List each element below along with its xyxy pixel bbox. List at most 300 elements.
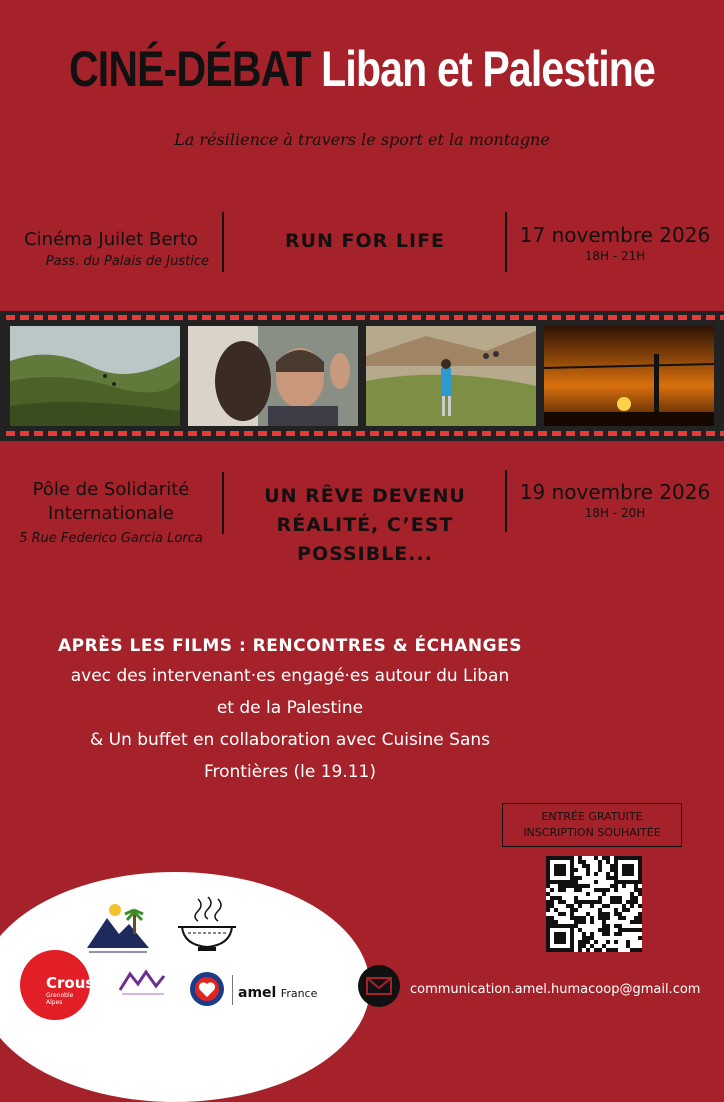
film-perforation	[258, 431, 267, 436]
film-perforation	[720, 431, 724, 436]
venue-2-name-line2: Internationale	[48, 503, 174, 524]
qr-module	[546, 932, 550, 936]
qr-module	[570, 884, 574, 888]
qr-module	[570, 928, 574, 932]
qr-module	[574, 868, 578, 872]
film-perforation	[412, 315, 421, 320]
qr-module	[578, 884, 582, 888]
qr-module	[602, 932, 606, 936]
film-perforations-bottom	[0, 429, 724, 439]
qr-module	[614, 940, 618, 944]
film-perforation	[230, 315, 239, 320]
qr-module	[602, 892, 606, 896]
qr-module	[638, 872, 642, 876]
qr-module	[546, 868, 550, 872]
qr-module	[570, 904, 574, 908]
film-perforation	[356, 315, 365, 320]
mail-icon	[358, 965, 400, 1007]
qr-module	[594, 900, 598, 904]
qr-module	[638, 888, 642, 892]
qr-module	[622, 916, 626, 920]
entry-line-2: INSCRIPTION SOUHAITÉE	[523, 826, 661, 839]
qr-module	[570, 864, 574, 868]
after-line-4: Frontières (le 19.11)	[203, 762, 377, 782]
qr-module	[634, 900, 638, 904]
qr-module	[562, 932, 566, 936]
qr-module	[558, 884, 562, 888]
qr-module	[562, 880, 566, 884]
film-perforation	[580, 315, 589, 320]
qr-module	[594, 872, 598, 876]
qr-module	[546, 936, 550, 940]
subtitle: La résilience à travers le sport et la montagne	[174, 130, 550, 149]
crous-sub-1: Grenoble	[46, 992, 74, 999]
qr-module	[554, 920, 558, 924]
qr-module	[550, 904, 554, 908]
qr-module	[638, 916, 642, 920]
film-perforation	[552, 431, 561, 436]
qr-module	[578, 860, 582, 864]
qr-module	[554, 880, 558, 884]
venue-1-name: Cinéma Juilet Berto	[24, 229, 198, 250]
qr-code-pattern	[546, 856, 642, 952]
qr-module	[590, 920, 594, 924]
qr-module	[638, 912, 642, 916]
qr-module	[570, 940, 574, 944]
qr-module	[558, 888, 562, 892]
qr-module	[634, 948, 638, 952]
film-perforation	[258, 315, 267, 320]
qr-module	[618, 912, 622, 916]
qr-module	[590, 900, 594, 904]
qr-module	[614, 856, 618, 860]
qr-module	[614, 948, 618, 952]
film-perforation	[356, 431, 365, 436]
qr-module	[562, 936, 566, 940]
qr-module	[602, 888, 606, 892]
after-line-3: & Un buffet en collaboration avec Cuisine Sans	[89, 730, 490, 750]
qr-module	[626, 880, 630, 884]
qr-module	[614, 908, 618, 912]
film-perforation	[426, 315, 435, 320]
qr-module	[574, 876, 578, 880]
qr-module	[546, 884, 550, 888]
qr-module	[582, 916, 586, 920]
qr-module	[546, 940, 550, 944]
film-2-title	[225, 482, 505, 569]
qr-module	[598, 916, 602, 920]
title-light: Liban et Palestine	[321, 41, 656, 97]
qr-module	[626, 868, 630, 872]
amel-logo-text	[238, 985, 317, 1001]
film-perforation	[594, 315, 603, 320]
qr-module	[598, 900, 602, 904]
qr-module	[638, 920, 642, 924]
qr-module	[614, 932, 618, 936]
qr-module	[598, 948, 602, 952]
film-perforation	[678, 315, 687, 320]
qr-module	[554, 864, 558, 868]
venue-2-address: 5 Rue Federico Garcia Lorca	[19, 531, 203, 546]
film-perforation	[90, 431, 99, 436]
qr-module	[630, 904, 634, 908]
film-1-title: RUN FOR LIFE	[284, 230, 446, 252]
film-2-title-line2: RÉALITÉ, C’EST	[276, 514, 454, 536]
qr-module	[550, 924, 554, 928]
qr-module	[554, 856, 558, 860]
qr-module	[602, 916, 606, 920]
qr-module	[626, 872, 630, 876]
qr-module	[554, 908, 558, 912]
qr-module	[618, 916, 622, 920]
film-perforation	[34, 315, 43, 320]
qr-module	[610, 864, 614, 868]
film-perforation	[132, 315, 141, 320]
qr-module	[630, 896, 634, 900]
qr-module	[602, 944, 606, 948]
qr-module	[638, 864, 642, 868]
qr-module	[638, 904, 642, 908]
qr-module	[614, 900, 618, 904]
film-perforation	[76, 431, 85, 436]
film-perforation	[160, 315, 169, 320]
film-perforation	[496, 315, 505, 320]
qr-module	[630, 872, 634, 876]
film-perforation	[440, 431, 449, 436]
qr-module	[558, 856, 562, 860]
qr-module	[570, 860, 574, 864]
qr-module	[594, 940, 598, 944]
qr-module	[550, 900, 554, 904]
qr-module	[614, 864, 618, 868]
qr-module	[598, 908, 602, 912]
contact-email[interactable]: communication.amel.humacoop@gmail.com	[410, 982, 701, 997]
qr-module	[630, 864, 634, 868]
qr-module	[618, 896, 622, 900]
mountain-hiker-logo	[85, 900, 151, 956]
qr-module	[630, 856, 634, 860]
screening-1-hours: 18H - 21H	[584, 249, 646, 263]
qr-module	[578, 948, 582, 952]
qr-module	[610, 884, 614, 888]
film-perforation	[202, 431, 211, 436]
qr-module	[562, 864, 566, 868]
qr-module	[558, 900, 562, 904]
qr-module	[614, 860, 618, 864]
divider	[232, 975, 233, 1005]
film-perforation	[440, 315, 449, 320]
qr-module	[550, 920, 554, 924]
film-perforation	[160, 431, 169, 436]
page-title	[65, 40, 659, 98]
divider	[505, 212, 507, 272]
after-line-1: avec des intervenant·es engagé·es autour du Liban	[70, 666, 510, 686]
qr-module	[626, 928, 630, 932]
qr-module	[618, 924, 622, 928]
qr-module	[590, 916, 594, 920]
qr-module	[578, 904, 582, 908]
film-perforation	[300, 431, 309, 436]
qr-module	[590, 944, 594, 948]
entry-line-1: ENTRÉE GRATUITE	[541, 810, 643, 823]
qr-module	[610, 896, 614, 900]
qr-module	[562, 924, 566, 928]
qr-module	[622, 868, 626, 872]
film-perforation	[48, 315, 57, 320]
qr-module	[570, 872, 574, 876]
film-perforation	[286, 431, 295, 436]
qr-module	[570, 944, 574, 948]
crous-sub	[46, 992, 73, 1006]
qr-module	[578, 876, 582, 880]
qr-module	[606, 928, 610, 932]
qr-module	[586, 912, 590, 916]
qr-module	[570, 932, 574, 936]
qr-module	[562, 948, 566, 952]
qr-module	[546, 872, 550, 876]
qr-module	[554, 940, 558, 944]
qr-module	[618, 900, 622, 904]
film-perforation	[454, 315, 463, 320]
qr-module	[558, 912, 562, 916]
screening-1-day: 17 novembre 2026	[519, 223, 711, 247]
film-perforation	[216, 431, 225, 436]
film-perforation	[650, 431, 659, 436]
qr-module	[582, 932, 586, 936]
film-perforation	[678, 431, 687, 436]
qr-module	[546, 900, 550, 904]
film-perforation	[286, 315, 295, 320]
film-still-sunset	[544, 326, 714, 426]
after-title: APRÈS LES FILMS : RENCONTRES & ÉCHANGES	[58, 636, 522, 656]
film-perforation	[692, 431, 701, 436]
film-perforation	[622, 431, 631, 436]
qr-module	[606, 888, 610, 892]
qr-module	[574, 916, 578, 920]
qr-module	[614, 924, 618, 928]
qr-module	[546, 856, 550, 860]
qr-module	[606, 932, 610, 936]
film-strip	[0, 311, 724, 441]
film-2-title-line1: UN RÊVE DEVENU	[264, 485, 466, 507]
qr-module	[574, 880, 578, 884]
qr-module	[582, 920, 586, 924]
film-perforation	[482, 315, 491, 320]
qr-module	[626, 900, 630, 904]
film-perforation	[314, 431, 323, 436]
divider	[505, 470, 507, 532]
qr-module	[606, 916, 610, 920]
film-perforation	[720, 315, 724, 320]
qr-module	[550, 896, 554, 900]
qr-module	[594, 888, 598, 892]
qr-module	[570, 936, 574, 940]
qr-module	[606, 948, 610, 952]
qr-module	[570, 868, 574, 872]
qr-module	[610, 876, 614, 880]
crous-name: Crous	[46, 974, 95, 992]
film-perforation	[174, 315, 183, 320]
film-perforation	[552, 315, 561, 320]
qr-module	[578, 916, 582, 920]
qr-module	[578, 856, 582, 860]
qr-module	[606, 904, 610, 908]
film-perforation	[342, 431, 351, 436]
cooking-pot-logo	[176, 895, 238, 957]
qr-module	[558, 936, 562, 940]
venue-1	[0, 228, 222, 272]
qr-module	[594, 856, 598, 860]
qr-module	[554, 924, 558, 928]
qr-module	[638, 892, 642, 896]
film-perforation	[706, 315, 715, 320]
qr-module	[546, 892, 550, 896]
qr-module	[614, 912, 618, 916]
qr-module	[594, 880, 598, 884]
qr-module	[630, 880, 634, 884]
qr-module	[586, 868, 590, 872]
amel-name: amel	[238, 985, 277, 1001]
qr-module	[558, 868, 562, 872]
qr-module	[582, 940, 586, 944]
qr-module	[590, 936, 594, 940]
film-perforation	[524, 431, 533, 436]
qr-module	[586, 940, 590, 944]
qr-module	[582, 900, 586, 904]
qr-module	[630, 928, 634, 932]
qr-module	[614, 888, 618, 892]
film-perforation	[328, 315, 337, 320]
qr-module	[602, 912, 606, 916]
film-perforation	[454, 431, 463, 436]
qr-module	[638, 928, 642, 932]
film-perforation	[244, 431, 253, 436]
screening-2-day: 19 novembre 2026	[519, 480, 711, 504]
qr-module	[558, 880, 562, 884]
film-still-faces	[188, 326, 358, 426]
qr-module	[558, 948, 562, 952]
screening-2-date	[510, 479, 720, 521]
qr-module	[634, 880, 638, 884]
after-line-2: et de la Palestine	[216, 698, 364, 718]
film-perforation	[342, 315, 351, 320]
film-perforation	[62, 431, 71, 436]
qr-module	[622, 884, 626, 888]
film-perforation	[566, 431, 575, 436]
qr-module	[574, 888, 578, 892]
qr-module	[570, 856, 574, 860]
qr-module	[586, 948, 590, 952]
film-perforation	[664, 431, 673, 436]
qr-module	[566, 884, 570, 888]
qr-module	[582, 864, 586, 868]
qr-module	[558, 940, 562, 944]
film-perforation	[426, 431, 435, 436]
film-perforation	[664, 315, 673, 320]
qr-module	[578, 944, 582, 948]
film-perforation	[398, 315, 407, 320]
venue-1-address: Pass. du Palais de Justice	[45, 254, 209, 269]
qr-module	[610, 900, 614, 904]
entry-box	[502, 803, 682, 847]
film-perforation	[510, 431, 519, 436]
qr-module	[606, 872, 610, 876]
qr-module	[614, 872, 618, 876]
qr-module	[578, 900, 582, 904]
qr-module	[546, 860, 550, 864]
qr-module	[634, 896, 638, 900]
qr-module	[626, 856, 630, 860]
film-perforation	[118, 431, 127, 436]
qr-module	[554, 868, 558, 872]
qr-module	[598, 888, 602, 892]
screening-1-date	[510, 222, 720, 264]
qr-module	[546, 880, 550, 884]
qr-module	[562, 872, 566, 876]
qr-module	[626, 864, 630, 868]
qr-module	[574, 920, 578, 924]
film-perforation	[174, 431, 183, 436]
qr-module	[630, 868, 634, 872]
qr-module	[602, 924, 606, 928]
divider	[222, 212, 224, 272]
film-perforation	[636, 315, 645, 320]
qr-module	[602, 904, 606, 908]
film-perforation	[118, 315, 127, 320]
qr-module	[638, 880, 642, 884]
qr-module	[606, 860, 610, 864]
qr-module	[606, 924, 610, 928]
qr-module	[618, 856, 622, 860]
film-perforation	[496, 431, 505, 436]
qr-module	[614, 880, 618, 884]
qr-module	[622, 928, 626, 932]
qr-module	[598, 896, 602, 900]
divider	[222, 472, 224, 534]
qr-module	[638, 936, 642, 940]
qr-module	[558, 924, 562, 928]
qr-module	[566, 948, 570, 952]
film-perforation	[384, 431, 393, 436]
film-perforation	[692, 315, 701, 320]
film-perforation	[608, 315, 617, 320]
qr-module	[614, 868, 618, 872]
qr-module	[582, 884, 586, 888]
film-perforation	[300, 315, 309, 320]
qr-module	[546, 908, 550, 912]
qr-module	[614, 896, 618, 900]
film-perforation	[104, 315, 113, 320]
qr-module	[606, 876, 610, 880]
film-perforation	[398, 431, 407, 436]
film-perforation	[62, 315, 71, 320]
qr-module	[606, 856, 610, 860]
film-perforation	[272, 431, 281, 436]
qr-module	[602, 856, 606, 860]
qr-module	[566, 856, 570, 860]
film-perforation	[202, 315, 211, 320]
crous-logo	[20, 950, 95, 1020]
film-perforation	[482, 431, 491, 436]
qr-code[interactable]	[546, 856, 642, 952]
qr-module	[562, 868, 566, 872]
film-perforation	[6, 431, 15, 436]
qr-module	[574, 896, 578, 900]
qr-module	[626, 940, 630, 944]
qr-module	[638, 856, 642, 860]
film-perforation	[524, 315, 533, 320]
qr-module	[562, 912, 566, 916]
